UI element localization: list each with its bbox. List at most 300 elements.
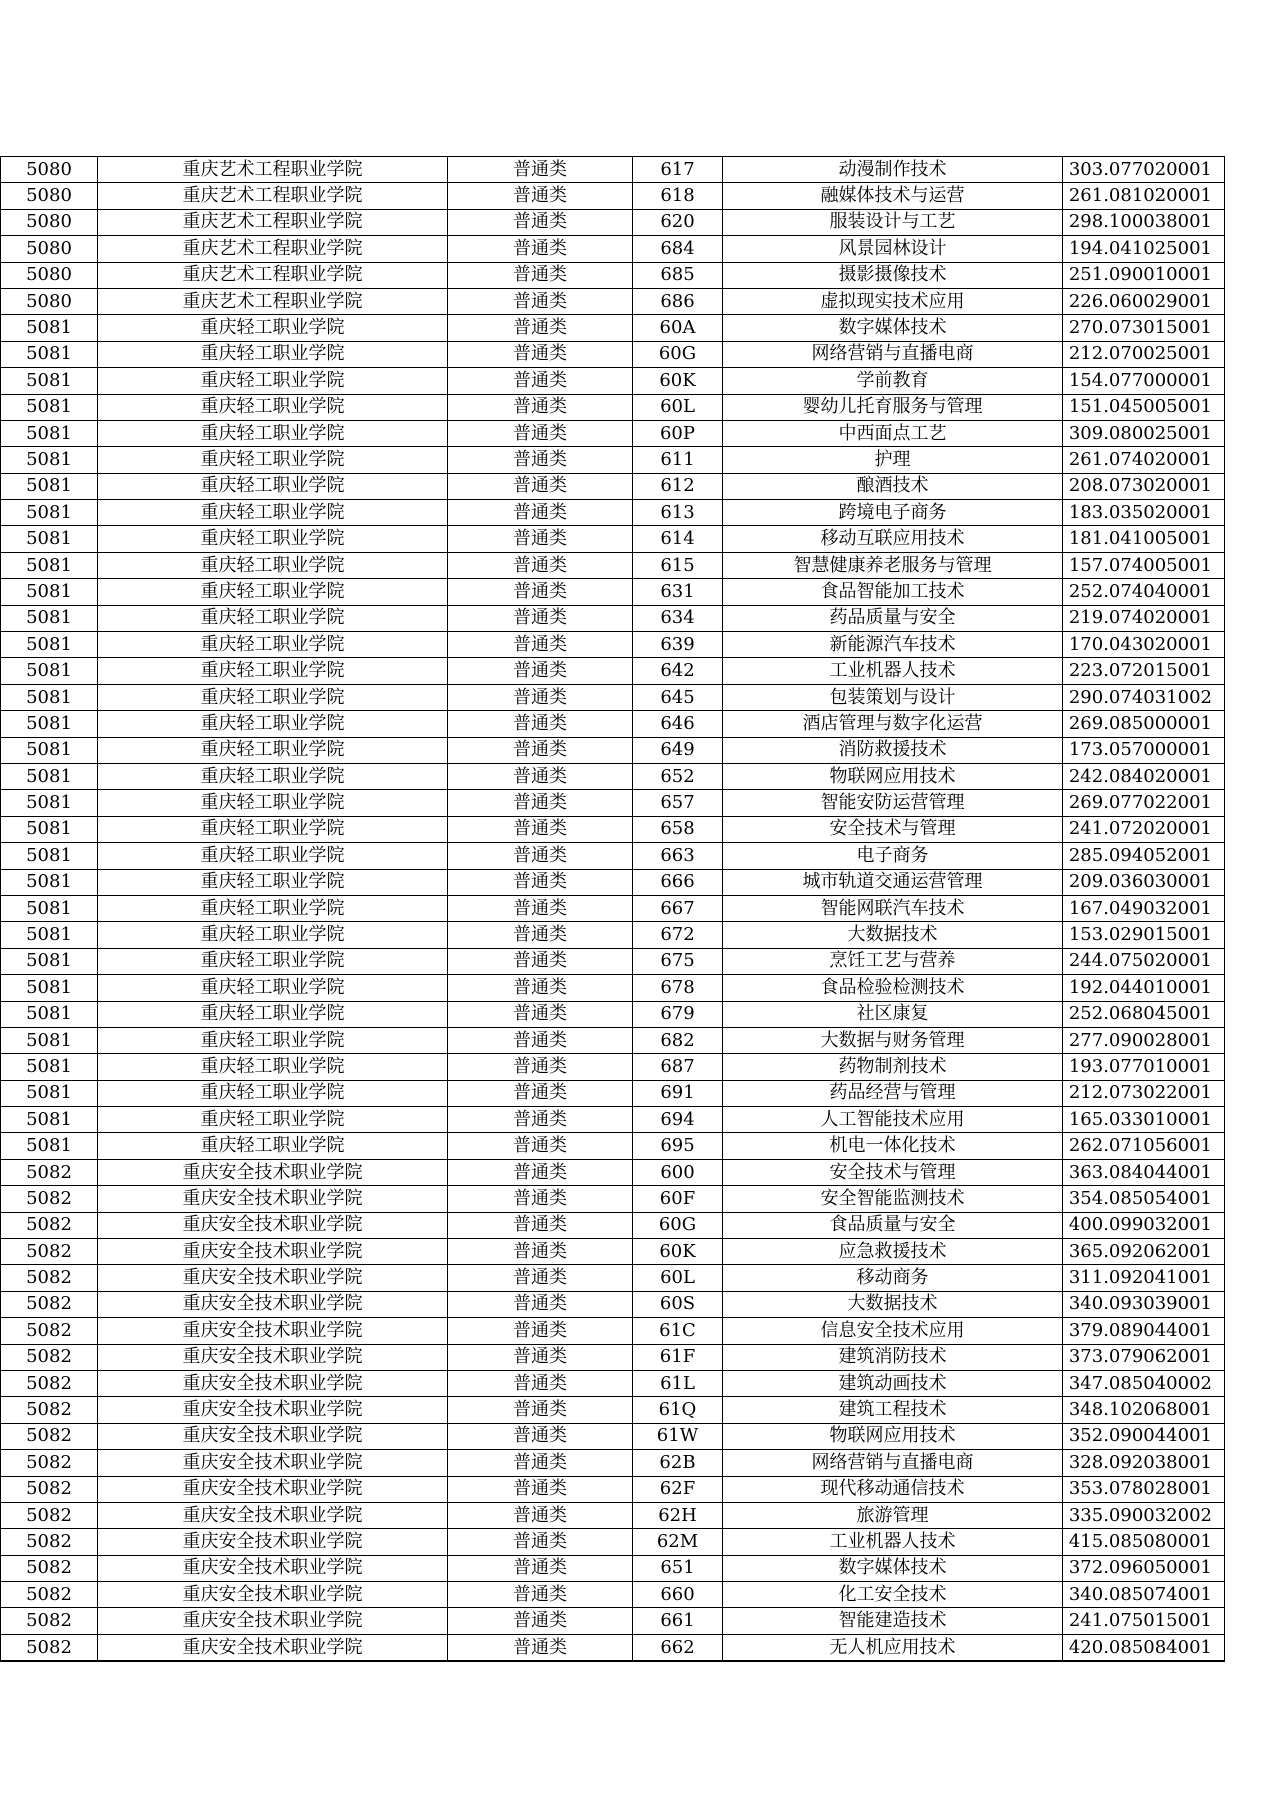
school-name-cell: 重庆艺术工程职业学院 bbox=[98, 183, 448, 209]
table-row bbox=[1, 552, 1225, 578]
school-name-cell: 重庆轻工职业学院 bbox=[98, 1054, 448, 1080]
category-cell: 普通类 bbox=[448, 315, 633, 341]
school-code-cell: 5081 bbox=[1, 552, 98, 578]
major-name-cell: 药品质量与安全 bbox=[723, 605, 1063, 631]
score-cell: 219.074020001 bbox=[1063, 605, 1225, 631]
school-code-cell: 5081 bbox=[1, 737, 98, 763]
major-name-cell: 婴幼儿托育服务与管理 bbox=[723, 394, 1063, 420]
school-code-cell: 5081 bbox=[1, 368, 98, 394]
major-code-cell: 60K bbox=[633, 368, 723, 394]
school-code-cell: 5082 bbox=[1, 1212, 98, 1238]
major-code-cell: 679 bbox=[633, 1001, 723, 1027]
major-name-cell: 城市轨道交通运营管理 bbox=[723, 869, 1063, 895]
table-row bbox=[1, 1291, 1225, 1317]
school-code-cell: 5081 bbox=[1, 948, 98, 974]
major-code-cell: 60L bbox=[633, 394, 723, 420]
category-cell: 普通类 bbox=[448, 948, 633, 974]
major-name-cell: 应急救援技术 bbox=[723, 1239, 1063, 1265]
major-name-cell: 工业机器人技术 bbox=[723, 658, 1063, 684]
category-cell: 普通类 bbox=[448, 420, 633, 446]
major-name-cell: 药品经营与管理 bbox=[723, 1080, 1063, 1106]
category-cell: 普通类 bbox=[448, 1423, 633, 1449]
table-row bbox=[1, 790, 1225, 816]
category-cell: 普通类 bbox=[448, 209, 633, 235]
table-row bbox=[1, 1608, 1225, 1634]
category-cell: 普通类 bbox=[448, 1476, 633, 1502]
category-cell: 普通类 bbox=[448, 500, 633, 526]
school-name-cell: 重庆轻工职业学院 bbox=[98, 473, 448, 499]
school-name-cell: 重庆安全技术职业学院 bbox=[98, 1370, 448, 1396]
table-row bbox=[1, 262, 1225, 288]
major-code-cell: 682 bbox=[633, 1027, 723, 1053]
score-cell: 212.073022001 bbox=[1063, 1080, 1225, 1106]
school-name-cell: 重庆安全技术职业学院 bbox=[98, 1502, 448, 1528]
score-cell: 379.089044001 bbox=[1063, 1318, 1225, 1344]
major-code-cell: 649 bbox=[633, 737, 723, 763]
school-code-cell: 5081 bbox=[1, 658, 98, 684]
table-row bbox=[1, 1344, 1225, 1370]
major-name-cell: 跨境电子商务 bbox=[723, 500, 1063, 526]
school-code-cell: 5081 bbox=[1, 526, 98, 552]
major-name-cell: 食品质量与安全 bbox=[723, 1212, 1063, 1238]
category-cell: 普通类 bbox=[448, 288, 633, 314]
score-cell: 298.100038001 bbox=[1063, 209, 1225, 235]
table-row bbox=[1, 1370, 1225, 1396]
major-code-cell: 642 bbox=[633, 658, 723, 684]
school-name-cell: 重庆艺术工程职业学院 bbox=[98, 209, 448, 235]
major-name-cell: 安全智能监测技术 bbox=[723, 1186, 1063, 1212]
score-cell: 192.044010001 bbox=[1063, 975, 1225, 1001]
table-row bbox=[1, 500, 1225, 526]
category-cell: 普通类 bbox=[448, 183, 633, 209]
score-cell: 241.072020001 bbox=[1063, 816, 1225, 842]
table-row bbox=[1, 1555, 1225, 1581]
table-row bbox=[1, 1450, 1225, 1476]
table-row bbox=[1, 209, 1225, 235]
score-cell: 269.085000001 bbox=[1063, 711, 1225, 737]
score-cell: 365.092062001 bbox=[1063, 1239, 1225, 1265]
major-name-cell: 智能网联汽车技术 bbox=[723, 895, 1063, 921]
major-name-cell: 酒店管理与数字化运营 bbox=[723, 711, 1063, 737]
score-cell: 223.072015001 bbox=[1063, 658, 1225, 684]
category-cell: 普通类 bbox=[448, 790, 633, 816]
major-name-cell: 大数据技术 bbox=[723, 1291, 1063, 1317]
school-name-cell: 重庆安全技术职业学院 bbox=[98, 1186, 448, 1212]
table-row bbox=[1, 447, 1225, 473]
score-cell: 352.090044001 bbox=[1063, 1423, 1225, 1449]
school-code-cell: 5082 bbox=[1, 1529, 98, 1555]
category-cell: 普通类 bbox=[448, 341, 633, 367]
school-code-cell: 5080 bbox=[1, 288, 98, 314]
school-name-cell: 重庆安全技术职业学院 bbox=[98, 1265, 448, 1291]
school-name-cell: 重庆轻工职业学院 bbox=[98, 843, 448, 869]
school-code-cell: 5081 bbox=[1, 632, 98, 658]
score-cell: 277.090028001 bbox=[1063, 1027, 1225, 1053]
category-cell: 普通类 bbox=[448, 1370, 633, 1396]
major-name-cell: 烹饪工艺与营养 bbox=[723, 948, 1063, 974]
score-cell: 340.093039001 bbox=[1063, 1291, 1225, 1317]
table-row bbox=[1, 1054, 1225, 1080]
major-code-cell: 631 bbox=[633, 579, 723, 605]
school-name-cell: 重庆轻工职业学院 bbox=[98, 526, 448, 552]
score-cell: 151.045005001 bbox=[1063, 394, 1225, 420]
school-code-cell: 5082 bbox=[1, 1318, 98, 1344]
score-cell: 340.085074001 bbox=[1063, 1582, 1225, 1608]
major-code-cell: 62M bbox=[633, 1529, 723, 1555]
major-name-cell: 数字媒体技术 bbox=[723, 315, 1063, 341]
school-name-cell: 重庆轻工职业学院 bbox=[98, 420, 448, 446]
school-name-cell: 重庆艺术工程职业学院 bbox=[98, 288, 448, 314]
major-code-cell: 691 bbox=[633, 1080, 723, 1106]
table-row bbox=[1, 1159, 1225, 1185]
school-code-cell: 5081 bbox=[1, 843, 98, 869]
category-cell: 普通类 bbox=[448, 1582, 633, 1608]
school-code-cell: 5082 bbox=[1, 1423, 98, 1449]
category-cell: 普通类 bbox=[448, 1502, 633, 1528]
school-name-cell: 重庆轻工职业学院 bbox=[98, 737, 448, 763]
school-code-cell: 5082 bbox=[1, 1291, 98, 1317]
major-code-cell: 62B bbox=[633, 1450, 723, 1476]
school-code-cell: 5082 bbox=[1, 1239, 98, 1265]
major-name-cell: 物联网应用技术 bbox=[723, 1423, 1063, 1449]
major-code-cell: 60P bbox=[633, 420, 723, 446]
school-name-cell: 重庆轻工职业学院 bbox=[98, 605, 448, 631]
major-name-cell: 建筑消防技术 bbox=[723, 1344, 1063, 1370]
table-row bbox=[1, 157, 1225, 183]
table-row bbox=[1, 922, 1225, 948]
school-name-cell: 重庆轻工职业学院 bbox=[98, 975, 448, 1001]
major-code-cell: 62F bbox=[633, 1476, 723, 1502]
category-cell: 普通类 bbox=[448, 1080, 633, 1106]
major-code-cell: 620 bbox=[633, 209, 723, 235]
school-code-cell: 5081 bbox=[1, 605, 98, 631]
major-name-cell: 风景园林设计 bbox=[723, 236, 1063, 262]
school-name-cell: 重庆轻工职业学院 bbox=[98, 368, 448, 394]
school-code-cell: 5081 bbox=[1, 447, 98, 473]
major-name-cell: 酿酒技术 bbox=[723, 473, 1063, 499]
score-cell: 269.077022001 bbox=[1063, 790, 1225, 816]
major-name-cell: 人工智能技术应用 bbox=[723, 1107, 1063, 1133]
category-cell: 普通类 bbox=[448, 869, 633, 895]
table-row bbox=[1, 975, 1225, 1001]
school-code-cell: 5081 bbox=[1, 394, 98, 420]
major-code-cell: 675 bbox=[633, 948, 723, 974]
school-name-cell: 重庆轻工职业学院 bbox=[98, 1027, 448, 1053]
school-code-cell: 5081 bbox=[1, 1080, 98, 1106]
category-cell: 普通类 bbox=[448, 711, 633, 737]
school-code-cell: 5081 bbox=[1, 579, 98, 605]
score-cell: 354.085054001 bbox=[1063, 1186, 1225, 1212]
score-cell: 353.078028001 bbox=[1063, 1476, 1225, 1502]
school-code-cell: 5081 bbox=[1, 500, 98, 526]
category-cell: 普通类 bbox=[448, 632, 633, 658]
school-code-cell: 5082 bbox=[1, 1582, 98, 1608]
score-cell: 167.049032001 bbox=[1063, 895, 1225, 921]
category-cell: 普通类 bbox=[448, 552, 633, 578]
school-name-cell: 重庆轻工职业学院 bbox=[98, 552, 448, 578]
table-row bbox=[1, 843, 1225, 869]
school-name-cell: 重庆轻工职业学院 bbox=[98, 1080, 448, 1106]
major-code-cell: 600 bbox=[633, 1159, 723, 1185]
school-code-cell: 5081 bbox=[1, 341, 98, 367]
major-name-cell: 电子商务 bbox=[723, 843, 1063, 869]
school-name-cell: 重庆安全技术职业学院 bbox=[98, 1450, 448, 1476]
major-name-cell: 新能源汽车技术 bbox=[723, 632, 1063, 658]
table-row bbox=[1, 1080, 1225, 1106]
school-name-cell: 重庆安全技术职业学院 bbox=[98, 1608, 448, 1634]
major-code-cell: 617 bbox=[633, 157, 723, 183]
major-name-cell: 智慧健康养老服务与管理 bbox=[723, 552, 1063, 578]
major-code-cell: 60G bbox=[633, 341, 723, 367]
score-cell: 251.090010001 bbox=[1063, 262, 1225, 288]
school-code-cell: 5082 bbox=[1, 1608, 98, 1634]
score-cell: 153.029015001 bbox=[1063, 922, 1225, 948]
category-cell: 普通类 bbox=[448, 737, 633, 763]
major-name-cell: 食品智能加工技术 bbox=[723, 579, 1063, 605]
school-code-cell: 5081 bbox=[1, 895, 98, 921]
category-cell: 普通类 bbox=[448, 1397, 633, 1423]
school-name-cell: 重庆安全技术职业学院 bbox=[98, 1423, 448, 1449]
category-cell: 普通类 bbox=[448, 1344, 633, 1370]
major-code-cell: 611 bbox=[633, 447, 723, 473]
score-cell: 157.074005001 bbox=[1063, 552, 1225, 578]
table-row bbox=[1, 869, 1225, 895]
category-cell: 普通类 bbox=[448, 394, 633, 420]
major-name-cell: 大数据与财务管理 bbox=[723, 1027, 1063, 1053]
category-cell: 普通类 bbox=[448, 526, 633, 552]
school-code-cell: 5082 bbox=[1, 1344, 98, 1370]
major-name-cell: 安全技术与管理 bbox=[723, 816, 1063, 842]
school-name-cell: 重庆安全技术职业学院 bbox=[98, 1291, 448, 1317]
score-table-sheet bbox=[0, 156, 1225, 1662]
score-cell: 261.074020001 bbox=[1063, 447, 1225, 473]
school-code-cell: 5082 bbox=[1, 1370, 98, 1396]
major-name-cell: 摄影摄像技术 bbox=[723, 262, 1063, 288]
major-code-cell: 615 bbox=[633, 552, 723, 578]
school-name-cell: 重庆轻工职业学院 bbox=[98, 447, 448, 473]
school-code-cell: 5081 bbox=[1, 790, 98, 816]
school-code-cell: 5082 bbox=[1, 1265, 98, 1291]
school-code-cell: 5082 bbox=[1, 1397, 98, 1423]
school-code-cell: 5081 bbox=[1, 1001, 98, 1027]
score-cell: 262.071056001 bbox=[1063, 1133, 1225, 1159]
table-row bbox=[1, 895, 1225, 921]
table-row bbox=[1, 1423, 1225, 1449]
major-code-cell: 658 bbox=[633, 816, 723, 842]
major-code-cell: 667 bbox=[633, 895, 723, 921]
table-row bbox=[1, 711, 1225, 737]
school-code-cell: 5081 bbox=[1, 315, 98, 341]
score-cell: 270.073015001 bbox=[1063, 315, 1225, 341]
major-code-cell: 687 bbox=[633, 1054, 723, 1080]
major-code-cell: 662 bbox=[633, 1634, 723, 1661]
school-name-cell: 重庆轻工职业学院 bbox=[98, 763, 448, 789]
major-code-cell: 612 bbox=[633, 473, 723, 499]
category-cell: 普通类 bbox=[448, 236, 633, 262]
category-cell: 普通类 bbox=[448, 1529, 633, 1555]
school-code-cell: 5080 bbox=[1, 262, 98, 288]
category-cell: 普通类 bbox=[448, 1450, 633, 1476]
score-cell: 311.092041001 bbox=[1063, 1265, 1225, 1291]
major-code-cell: 60S bbox=[633, 1291, 723, 1317]
major-code-cell: 61W bbox=[633, 1423, 723, 1449]
major-code-cell: 60F bbox=[633, 1186, 723, 1212]
table-row bbox=[1, 1001, 1225, 1027]
major-name-cell: 移动商务 bbox=[723, 1265, 1063, 1291]
major-name-cell: 动漫制作技术 bbox=[723, 157, 1063, 183]
category-cell: 普通类 bbox=[448, 763, 633, 789]
major-name-cell: 虚拟现实技术应用 bbox=[723, 288, 1063, 314]
table-row bbox=[1, 315, 1225, 341]
major-code-cell: 60K bbox=[633, 1239, 723, 1265]
category-cell: 普通类 bbox=[448, 1608, 633, 1634]
school-code-cell: 5081 bbox=[1, 684, 98, 710]
school-name-cell: 重庆安全技术职业学院 bbox=[98, 1344, 448, 1370]
table-row bbox=[1, 605, 1225, 631]
school-code-cell: 5082 bbox=[1, 1476, 98, 1502]
score-cell: 194.041025001 bbox=[1063, 236, 1225, 262]
major-code-cell: 694 bbox=[633, 1107, 723, 1133]
major-code-cell: 61L bbox=[633, 1370, 723, 1396]
major-name-cell: 信息安全技术应用 bbox=[723, 1318, 1063, 1344]
score-cell: 347.085040002 bbox=[1063, 1370, 1225, 1396]
category-cell: 普通类 bbox=[448, 579, 633, 605]
major-code-cell: 657 bbox=[633, 790, 723, 816]
major-code-cell: 614 bbox=[633, 526, 723, 552]
table-row bbox=[1, 1107, 1225, 1133]
major-name-cell: 消防救援技术 bbox=[723, 737, 1063, 763]
school-name-cell: 重庆安全技术职业学院 bbox=[98, 1555, 448, 1581]
score-cell: 309.080025001 bbox=[1063, 420, 1225, 446]
major-code-cell: 645 bbox=[633, 684, 723, 710]
table-row bbox=[1, 1318, 1225, 1344]
school-name-cell: 重庆安全技术职业学院 bbox=[98, 1159, 448, 1185]
table-row bbox=[1, 1186, 1225, 1212]
table-row bbox=[1, 763, 1225, 789]
school-code-cell: 5082 bbox=[1, 1502, 98, 1528]
major-code-cell: 60G bbox=[633, 1212, 723, 1238]
category-cell: 普通类 bbox=[448, 1555, 633, 1581]
major-code-cell: 613 bbox=[633, 500, 723, 526]
major-name-cell: 现代移动通信技术 bbox=[723, 1476, 1063, 1502]
school-name-cell: 重庆安全技术职业学院 bbox=[98, 1318, 448, 1344]
score-cell: 400.099032001 bbox=[1063, 1212, 1225, 1238]
category-cell: 普通类 bbox=[448, 658, 633, 684]
major-code-cell: 678 bbox=[633, 975, 723, 1001]
major-code-cell: 634 bbox=[633, 605, 723, 631]
school-code-cell: 5082 bbox=[1, 1186, 98, 1212]
school-name-cell: 重庆轻工职业学院 bbox=[98, 922, 448, 948]
score-cell: 181.041005001 bbox=[1063, 526, 1225, 552]
school-name-cell: 重庆安全技术职业学院 bbox=[98, 1529, 448, 1555]
category-cell: 普通类 bbox=[448, 1212, 633, 1238]
major-code-cell: 686 bbox=[633, 288, 723, 314]
table-body bbox=[1, 157, 1225, 1662]
school-code-cell: 5081 bbox=[1, 1027, 98, 1053]
score-cell: 415.085080001 bbox=[1063, 1529, 1225, 1555]
table-row bbox=[1, 684, 1225, 710]
score-cell: 348.102068001 bbox=[1063, 1397, 1225, 1423]
school-code-cell: 5082 bbox=[1, 1555, 98, 1581]
major-name-cell: 无人机应用技术 bbox=[723, 1634, 1063, 1661]
category-cell: 普通类 bbox=[448, 1265, 633, 1291]
school-name-cell: 重庆安全技术职业学院 bbox=[98, 1239, 448, 1265]
category-cell: 普通类 bbox=[448, 684, 633, 710]
score-cell: 328.092038001 bbox=[1063, 1450, 1225, 1476]
category-cell: 普通类 bbox=[448, 975, 633, 1001]
score-cell: 209.036030001 bbox=[1063, 869, 1225, 895]
table-row bbox=[1, 341, 1225, 367]
school-name-cell: 重庆轻工职业学院 bbox=[98, 579, 448, 605]
score-cell: 212.070025001 bbox=[1063, 341, 1225, 367]
table-row bbox=[1, 816, 1225, 842]
major-code-cell: 666 bbox=[633, 869, 723, 895]
table-row bbox=[1, 1634, 1225, 1661]
school-name-cell: 重庆轻工职业学院 bbox=[98, 394, 448, 420]
major-name-cell: 工业机器人技术 bbox=[723, 1529, 1063, 1555]
score-cell: 226.060029001 bbox=[1063, 288, 1225, 314]
major-code-cell: 672 bbox=[633, 922, 723, 948]
school-name-cell: 重庆轻工职业学院 bbox=[98, 711, 448, 737]
major-name-cell: 数字媒体技术 bbox=[723, 1555, 1063, 1581]
major-name-cell: 药物制剂技术 bbox=[723, 1054, 1063, 1080]
score-cell: 252.068045001 bbox=[1063, 1001, 1225, 1027]
school-code-cell: 5081 bbox=[1, 869, 98, 895]
school-code-cell: 5081 bbox=[1, 763, 98, 789]
category-cell: 普通类 bbox=[448, 262, 633, 288]
major-code-cell: 646 bbox=[633, 711, 723, 737]
school-code-cell: 5082 bbox=[1, 1634, 98, 1661]
school-code-cell: 5080 bbox=[1, 157, 98, 183]
table-row bbox=[1, 1265, 1225, 1291]
major-code-cell: 62H bbox=[633, 1502, 723, 1528]
table-row bbox=[1, 579, 1225, 605]
school-name-cell: 重庆艺术工程职业学院 bbox=[98, 157, 448, 183]
school-code-cell: 5081 bbox=[1, 1133, 98, 1159]
table-row bbox=[1, 526, 1225, 552]
school-name-cell: 重庆艺术工程职业学院 bbox=[98, 262, 448, 288]
major-code-cell: 60A bbox=[633, 315, 723, 341]
major-code-cell: 661 bbox=[633, 1608, 723, 1634]
major-name-cell: 化工安全技术 bbox=[723, 1582, 1063, 1608]
school-name-cell: 重庆轻工职业学院 bbox=[98, 790, 448, 816]
table-row bbox=[1, 737, 1225, 763]
major-name-cell: 大数据技术 bbox=[723, 922, 1063, 948]
school-code-cell: 5080 bbox=[1, 209, 98, 235]
category-cell: 普通类 bbox=[448, 1054, 633, 1080]
school-code-cell: 5081 bbox=[1, 711, 98, 737]
table-row bbox=[1, 473, 1225, 499]
school-name-cell: 重庆轻工职业学院 bbox=[98, 895, 448, 921]
major-name-cell: 网络营销与直播电商 bbox=[723, 341, 1063, 367]
school-name-cell: 重庆轻工职业学院 bbox=[98, 1107, 448, 1133]
table-row bbox=[1, 632, 1225, 658]
category-cell: 普通类 bbox=[448, 157, 633, 183]
table-row bbox=[1, 1212, 1225, 1238]
table-row bbox=[1, 1476, 1225, 1502]
school-name-cell: 重庆安全技术职业学院 bbox=[98, 1476, 448, 1502]
school-name-cell: 重庆轻工职业学院 bbox=[98, 341, 448, 367]
school-name-cell: 重庆轻工职业学院 bbox=[98, 948, 448, 974]
category-cell: 普通类 bbox=[448, 816, 633, 842]
table-row bbox=[1, 236, 1225, 262]
table-row bbox=[1, 288, 1225, 314]
major-code-cell: 61C bbox=[633, 1318, 723, 1344]
table-row bbox=[1, 1582, 1225, 1608]
school-code-cell: 5081 bbox=[1, 975, 98, 1001]
major-code-cell: 684 bbox=[633, 236, 723, 262]
admission-score-table bbox=[0, 156, 1225, 1662]
